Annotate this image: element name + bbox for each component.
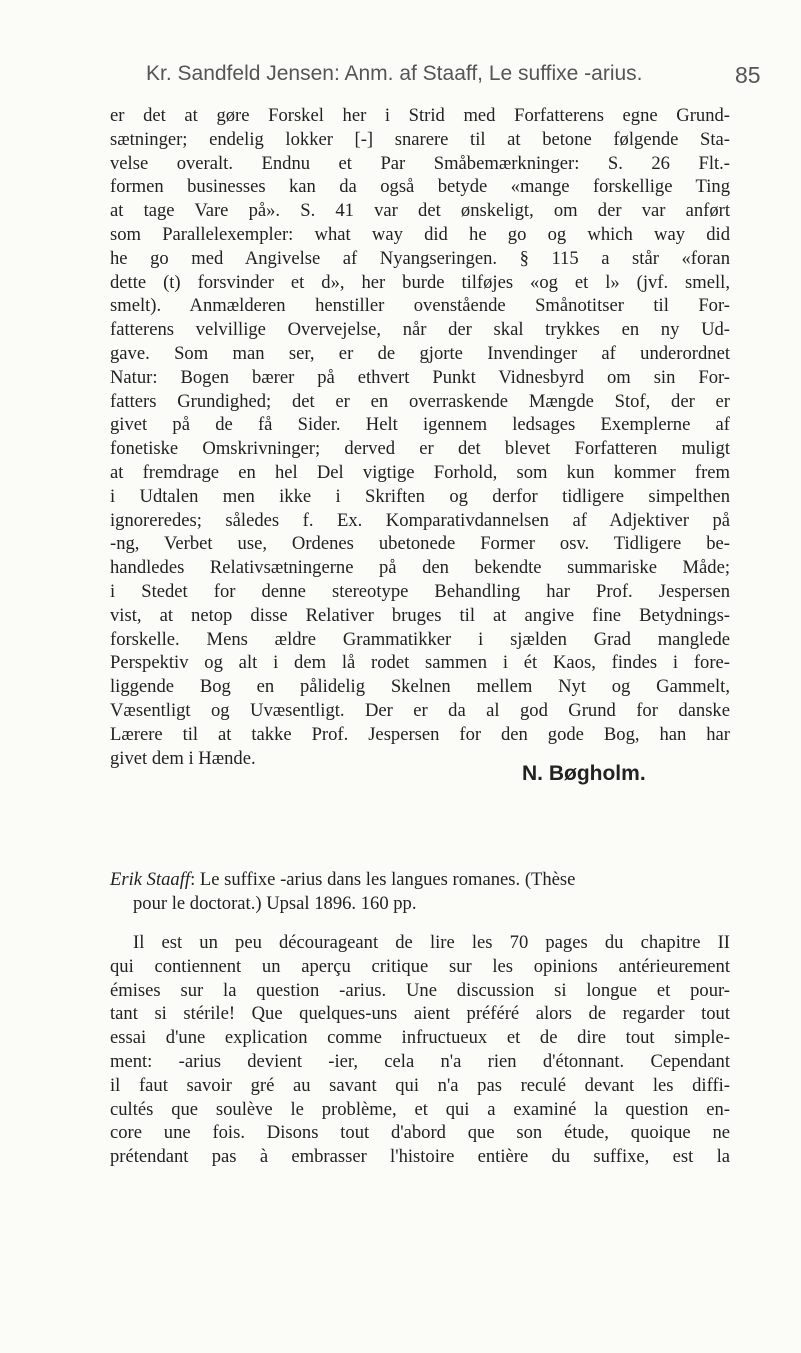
text-line: ment: -arius devient -ier, cela n'a rien d'étonnant. Cependant	[110, 1050, 730, 1072]
text-line: gave. Som man ser, er de gjorte Invendinger af underordnet	[110, 342, 730, 364]
text-line: cultés que soulève le problème, et qui a examiné la question en-	[110, 1098, 730, 1120]
text-line: i Stedet for denne stereotype Behandling har Prof. Jespersen	[110, 580, 730, 602]
text-line: -ng, Verbet use, Ordenes ubetonede Former osv. Tidligere be-	[110, 533, 730, 555]
review-heading-line-1	[110, 868, 730, 892]
text-line: er det at gøre Forskel her i Strid med Forfatterens egne Grund-	[110, 105, 730, 126]
text-line: smelt). Anmælderen henstiller ovenstående Smånotitser til For-	[110, 295, 730, 317]
text-line: givet på de få Sider. Helt igennem ledsages Exemplerne af	[110, 414, 730, 436]
text-line: Natur: Bogen bærer på ethvert Punkt Vidnesbyrd om sin For-	[110, 366, 730, 388]
text-line: il faut savoir gré au savant qui n'a pas reculé devant les diffi-	[110, 1074, 730, 1096]
text-line: dette (t) forsvinder et d», her burde tilføjes «og et l» (jvf. smell,	[110, 271, 730, 293]
text-line: sætninger; endelig lokker [-] snarere til at betone følgende Sta-	[110, 128, 730, 150]
text-line: Lærere til at takke Prof. Jespersen for den gode Bog, han har	[110, 723, 730, 745]
text-line: fatterens velvillige Overvejelse, når der skal trykkes en ny Ud-	[110, 319, 730, 341]
text-line: prétendant pas à embrasser l'histoire entière du suffixe, est la	[110, 1146, 730, 1168]
text-line: ignoreredes; således f. Ex. Komparativdannelsen af Adjektiver på	[110, 509, 730, 531]
running-header	[0, 62, 801, 102]
text-line: tant si stérile! Que quelques-uns aient préféré alors de regarder tout	[110, 1003, 730, 1025]
text-line: givet dem i Hænde.	[110, 747, 256, 769]
text-line: at fremdrage en hel Del vigtige Forhold, som kun kommer frem	[110, 461, 730, 483]
text-line: fonetiske Omskrivninger; derved er det blevet Forfatteren muligt	[110, 438, 730, 460]
review-heading	[110, 868, 730, 916]
text-line: liggende Bog en pålidelig Skelnen mellem Nyt og Gammelt,	[110, 676, 730, 698]
text-line: fatters Grundighed; det er en overraskende Mængde Stof, der er	[110, 390, 730, 412]
running-title: Kr. Sandfeld Jensen: Anm. af Staaff, Le suffixe -arius.	[146, 62, 643, 85]
reviewed-author: Erik Staaff	[110, 869, 191, 890]
text-line: core une fois. Disons tout d'abord que son étude, quoique ne	[110, 1122, 730, 1144]
text-line: vist, at netop disse Relativer bruges til at angive fine Betydnings-	[110, 604, 730, 626]
text-line: forskelle. Mens ældre Grammatikker i sjælden Grad manglede	[110, 628, 730, 650]
text-line: Il est un peu décourageant de lire les 70 pages du chapitre II	[133, 932, 730, 953]
danish-review-paragraph	[110, 104, 730, 770]
text-line: Væsentligt og Uvæsentligt. Der er da al god Grund for danske	[110, 699, 730, 721]
text-line: at tage Vare på». S. 41 var det ønskeligt, om der var anført	[110, 200, 730, 222]
text-line: som Parallelexempler: what way did he go og which way did	[110, 223, 730, 245]
page-number: 85	[735, 62, 761, 88]
text-line: i Udtalen men ikke i Skriften og derfor tidligere simpelthen	[110, 485, 730, 507]
text-line: qui contiennent un aperçu critique sur les opinions antérieurement	[110, 955, 730, 977]
text-line: he go med Angivelse af Nyangseringen. § 115 a står «foran	[110, 247, 730, 269]
text-line: émises sur la question -arius. Une discussion si longue et pour-	[110, 979, 730, 1001]
french-review-paragraph	[110, 931, 730, 1169]
review-heading-line-2: pour le doctorat.) Upsal 1896. 160 pp.	[133, 893, 417, 914]
text-line: formen businesses kan da også betyde «mange forskellige Ting	[110, 176, 730, 198]
reviewer-signature: N. Bøgholm.	[522, 762, 646, 785]
text-line: essai d'une explication comme infructueux et de dire tout simple-	[110, 1027, 730, 1049]
reviewed-title: : Le suffixe -arius dans les langues romanes. (Thèse	[190, 869, 576, 890]
text-line: Perspektiv og alt i dem lå rodet sammen i ét Kaos, findes i fore-	[110, 652, 730, 674]
text-line: handledes Relativsætningerne på den bekendte summariske Måde;	[110, 557, 730, 579]
text-line: velse overalt. Endnu et Par Småbemærkninger: S. 26 Flt.-	[110, 152, 730, 174]
